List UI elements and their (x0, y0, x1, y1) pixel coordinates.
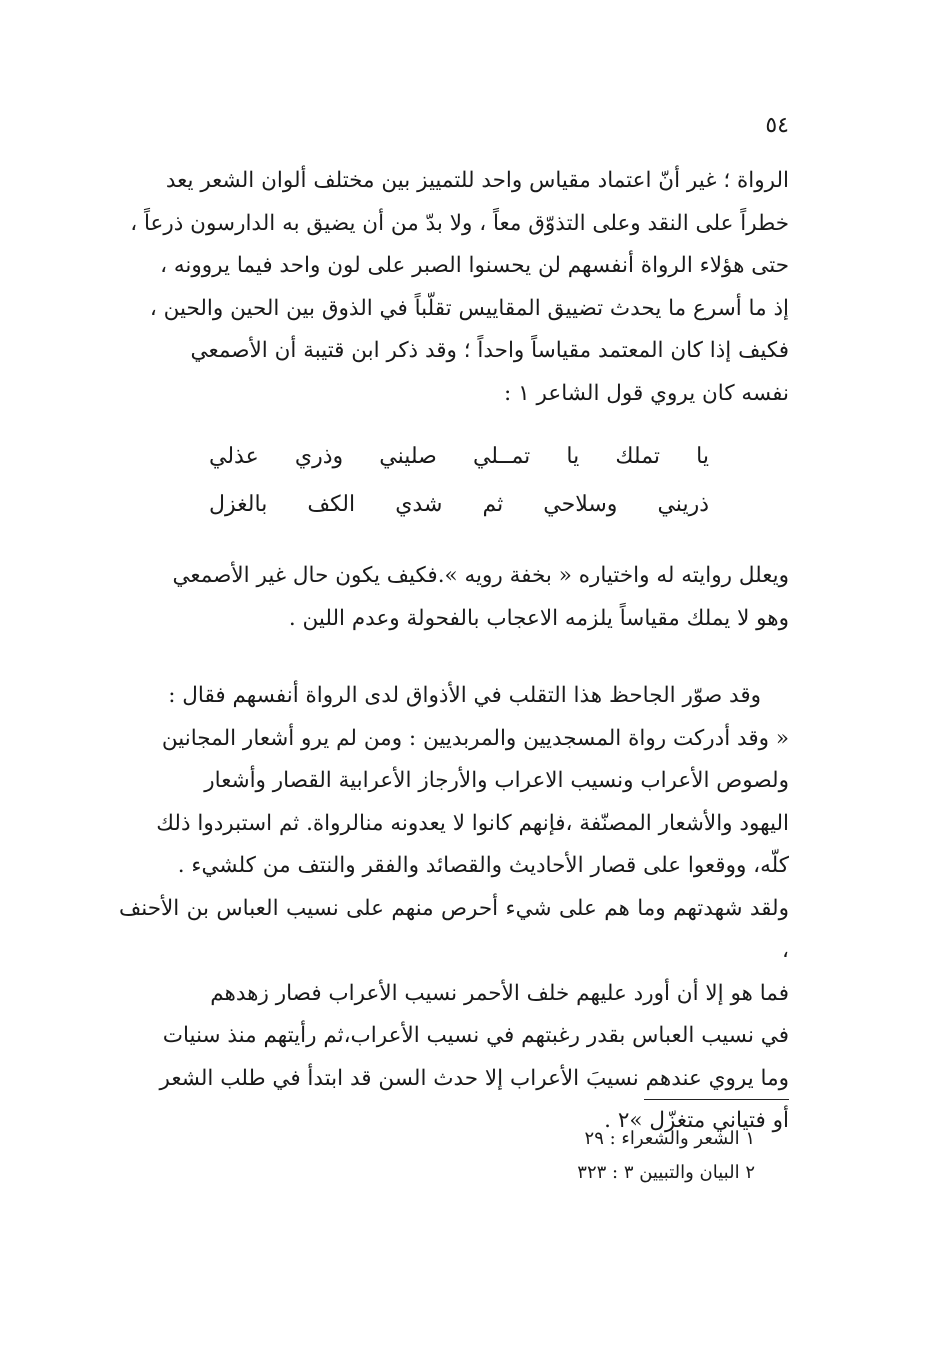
paragraph-1 (119, 160, 789, 415)
text-line: ولقد شهدتهم وما هم على شيء أحرص منهم على نسيب العباس بن الأحنف ، (119, 895, 789, 963)
text-line: فكيف إذا كان المعتمد مقياساً واحداً ؛ وقد ذكر ابن قتيبة أن الأصمعي (190, 338, 789, 363)
text-line: ولصوص الأعراب ونسيب الاعراب والأرجاز الأعرابية القصار وأشعار (204, 768, 789, 793)
verse-word: بالغزل (209, 492, 268, 517)
text-line: إذ ما أسرع ما يحدث تضييق المقاييس تقلّباً في الذوق بين الحين والحين ، (149, 295, 789, 321)
page-number: ٥٤ (765, 113, 789, 138)
text-line: ويعلل روايته له واختياره « بخفة رويه ».فكيف يكون حال غير الأصمعي (172, 563, 789, 588)
text-line: فما هو إلا أن أورد عليهم خلف الأحمر نسيب الأعراب فصار زهدهم (210, 980, 789, 1006)
text-line: خطراً على النقد وعلى التذوّق معاً ، ولا بدّ من أن يضيق به الدارسون ذرعاً ، (130, 210, 789, 236)
footnote: ١ الشعر والشعراء : ٢٩ (584, 1128, 755, 1149)
paragraph-3 (119, 675, 789, 1143)
verse-word: صليني (379, 444, 437, 469)
paragraph-2 (119, 555, 789, 640)
verse-word: عذلي (209, 444, 259, 469)
poem-verse-1 (209, 432, 709, 482)
text-line: وهو لا يملك مقياساً يلزمه الاعجاب بالفحولة وعدم اللين . (288, 605, 789, 631)
verse-word: يا (696, 444, 709, 469)
verse-word: وسلاحي (543, 492, 618, 517)
footnote: ٢ البيان والتبيين ٣ : ٣٢٣ (577, 1162, 755, 1183)
text-line: اليهود والأشعار المصنّفة ،فإنهم كانوا لا يعدونه منالرواة. ثم استبردوا ذلك (156, 810, 789, 836)
text-line: كلّه، ووقعوا على قصار الأحاديث والقصائد والفقر والنتف من كلشيء . (177, 853, 789, 878)
text-line (119, 675, 789, 718)
verse-word: يا (566, 444, 580, 469)
text-line: في نسيب العباس بقدر رغبتهم في نسيب الأعراب،ثم رأيتهم منذ سنيات (162, 1023, 789, 1048)
verse-word: شدي (395, 492, 443, 517)
text-line: أو فتياني متغزّل »٢ . (604, 1108, 789, 1133)
verse-word: الكف (307, 492, 356, 517)
verse-word: وذري (294, 444, 344, 469)
verse-word: تمــلي (472, 444, 531, 469)
text-line: حتى هؤلاء الرواة أنفسهم لن يحسنوا الصبر على لون واحد فيما يروونه ، (160, 253, 789, 278)
verse-word: تملك (615, 444, 661, 469)
verse-word: ذريني (657, 492, 709, 517)
text-line: نفسه كان يروي قول الشاعر ١ : (504, 380, 789, 406)
verse-word: ثم (482, 492, 504, 517)
poem-verse-2 (209, 480, 709, 530)
footnote-divider (644, 1099, 789, 1100)
footnotes (577, 1122, 755, 1190)
text-line: « وقد أدركت رواة المسجديين والمربديين : ومن لم يرو أشعار المجانين (161, 725, 789, 751)
text-line-content: وقد صوّر الجاحظ هذا التقلب في الأذواق لدى الرواة أنفسهم فقال : (168, 683, 761, 708)
text-line: الرواة ؛ غير أنّ اعتماد مقياس واحد للتمييز بين مختلف ألوان الشعر يعد (165, 168, 789, 193)
text-line: وما يروي عندهم نسيبَ الأعراب إلا حدث السن قد ابتدأ في طلب الشعر (159, 1065, 789, 1091)
